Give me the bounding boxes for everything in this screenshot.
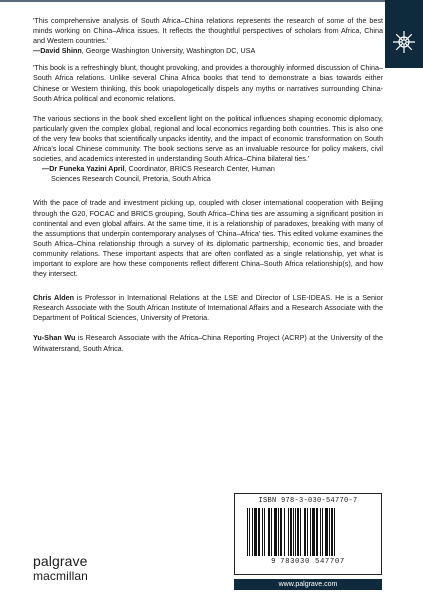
review-2-affiliation-line2: Sciences Research Council, Pretoria, South Africa — [51, 174, 211, 184]
barcode-bar — [331, 508, 333, 556]
barcode-bar — [288, 508, 289, 556]
barcode-bar — [249, 508, 250, 556]
top-stripe — [0, 0, 423, 2]
barcode-bar — [320, 508, 321, 556]
review-2-text: 'This book is a refreshingly blunt, thought provoking, and provides a thoroughly informed discussion of China–South Africa relations. Unlike several China Africa books that tend to demonstrate a bias towards either Chinese or Western thinking, this book unapologetically dispels any myths or narratives surrounding China-South Africa political and economic relations. — [33, 63, 383, 103]
barcode-box — [234, 493, 382, 575]
barcode-bar — [334, 508, 335, 556]
barcode-bar — [254, 508, 257, 556]
barcode-bar — [300, 508, 301, 556]
barcode-bar — [278, 508, 279, 556]
review-2-author: —Dr Funeka Yazini April — [42, 164, 125, 174]
barcode-bar — [295, 508, 296, 556]
review-1-text: 'This comprehensive analysis of South Africa–China relations represents the research of some of the best minds working on China–Africa issues. It reflects the thoughtful perspectives of scholars from Africa, China and Western countries.' — [33, 16, 383, 46]
review-1-affiliation: , George Washington University, Washington DC, USA — [81, 46, 256, 56]
barcode-bar — [293, 508, 294, 556]
bio-2-text: is Research Associate with the Africa–China Reporting Project (ACRP) at the University of the Witwatersrand, South Africa. — [33, 333, 383, 353]
barcode-bar — [304, 508, 306, 556]
isbn-label: ISBN 978-3-030-54770-7 — [258, 497, 358, 505]
isbn-digit-groups: 783030 547707 — [280, 558, 345, 566]
barcode-icon — [247, 508, 371, 556]
barcode-bar — [264, 508, 265, 556]
palgrave-macmillan-logo — [33, 554, 143, 583]
logo-line-macmillan: macmillan — [33, 569, 88, 583]
barcode-bar — [312, 508, 315, 556]
barcode-bar — [252, 508, 253, 556]
bio-1-name: Chris Alden — [33, 293, 74, 303]
barcode-bar — [325, 508, 328, 556]
barcode-bar — [247, 508, 248, 556]
publisher-corner-block — [385, 0, 423, 68]
isbn-lead-digit: 9 — [271, 558, 277, 566]
publisher-url[interactable]: www.palgrave.com — [234, 579, 382, 590]
barcode-bar — [310, 508, 311, 556]
logo-line-palgrave: palgrave — [33, 553, 88, 569]
barcode-bar — [297, 508, 299, 556]
barcode-bar — [329, 508, 330, 556]
barcode-bar — [322, 508, 323, 556]
bio-2-name: Yu-Shan Wu — [33, 333, 76, 343]
barcode-bar — [262, 508, 263, 556]
barcode-bar — [274, 508, 277, 556]
barcode-bar — [258, 508, 260, 556]
isbn-digits — [235, 558, 381, 566]
review-2-affiliation: , Coordinator, BRICS Research Center, Human — [124, 164, 275, 174]
barcode-bar — [316, 508, 318, 556]
barcode-bar — [271, 508, 272, 556]
palgrave-compass-icon — [392, 30, 416, 54]
book-description: With the pace of trade and investment picking up, coupled with closer international cooperation with Beijing through the G20, FOCAC and BRICS grouping, South Africa–China ties are assuming a significant position in continental and even global affairs. At the same time, it is a relationship of paradoxes, breaking with many of the assumptions that underpin contemporary analyses of 'China–Africa' ties. This edited volume examines the South Africa–China relationship through a survey of its diplomatic partnership, economic ties, and broader community relations. These important aspects that are often conflated as a single relationship, yet what is important to explore are how these components reflect different China–South Africa relationship(s), and how they intersect. — [33, 198, 383, 279]
barcode-bar — [307, 508, 308, 556]
review-1-author: —David Shinn — [33, 46, 82, 56]
barcode-bar — [284, 508, 285, 556]
review-2-attribution — [33, 164, 383, 174]
back-cover-text — [33, 16, 383, 354]
barcode-bar — [280, 508, 282, 556]
bio-yu-shan-wu — [33, 333, 383, 353]
bio-1-text: is Professor in International Relations at the LSE and Director of LSE-IDEAS. He is a Senior Research Associate with the South African Institute of International Affairs and a Research Associate with the Department of Political Sciences, University of Pretoria. — [33, 293, 383, 323]
review-1-attribution — [33, 46, 383, 56]
barcode-bar — [290, 508, 292, 556]
review-2-continued-text: The various sections in the book shed excellent light on the political influences shaping economic diplomacy, particularly given the complex global, regional and local economics regarding both countries. This is also one of the very few books that scientifically unpacks identity, and the impact of economic transformation on South Africa's local Chinese community. The book sections serve as an invaluable resource for policy makers, civil societies, and academics interested in understanding South Africa–China bilateral ties.' — [33, 113, 383, 164]
bio-chris-alden — [33, 293, 383, 323]
barcode-bar — [268, 508, 270, 556]
